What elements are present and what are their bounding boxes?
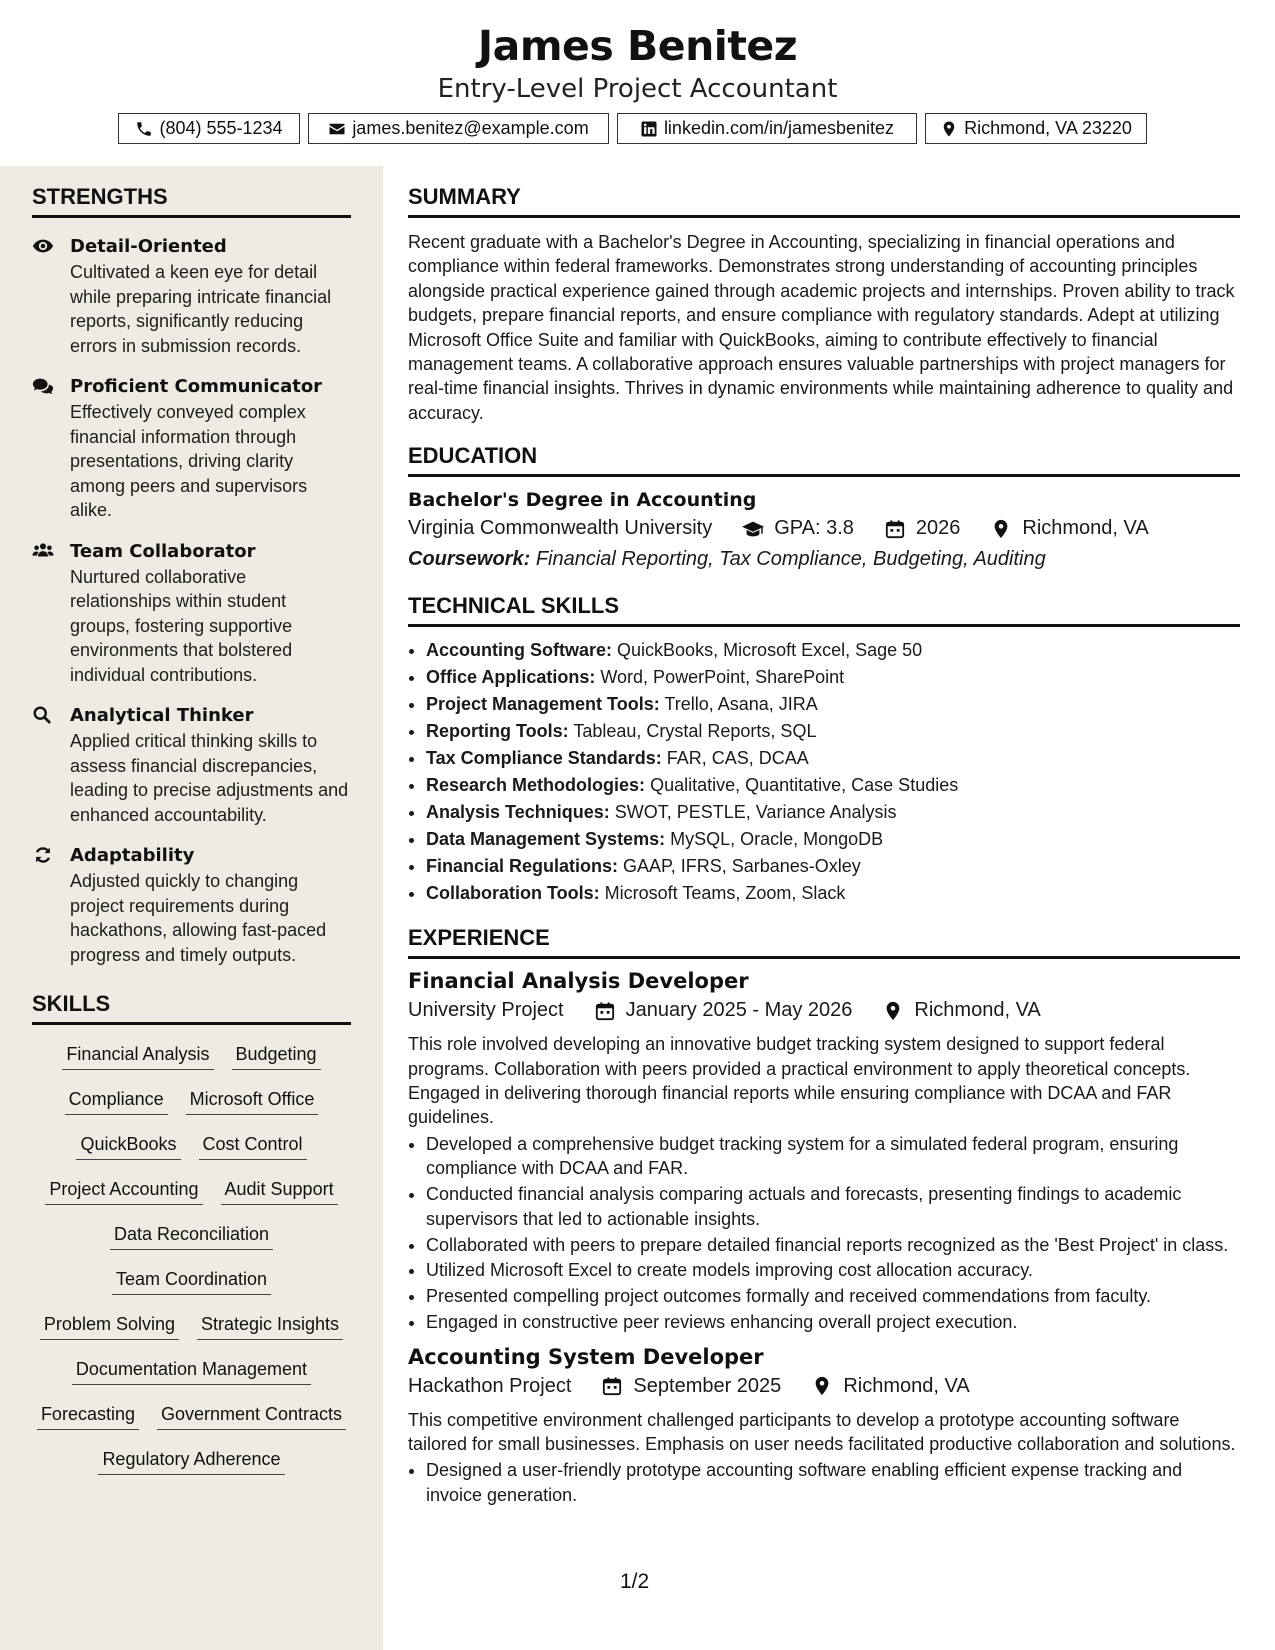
job-bullets xyxy=(408,1458,1240,1507)
list-item: • Office Applications: Word, PowerPoint, SharePoint xyxy=(426,664,1240,691)
calendar-icon xyxy=(884,519,906,539)
contact-bar xyxy=(118,113,1158,145)
list-item: • Presented compelling project outcomes formally and received commendations from faculty. xyxy=(426,1284,1240,1308)
strength-description: Nurtured collaborative relationships within student groups, fostering supportive environments that bolstered individual contributions. xyxy=(70,566,293,685)
strength-item xyxy=(32,234,351,358)
list-item: • Research Methodologies: Qualitative, Quantitative, Case Studies xyxy=(426,772,1240,799)
strength-title: Analytical Thinker xyxy=(70,705,254,726)
list-item: • Utilized Microsoft Excel to create models improving cost allocation accuracy. xyxy=(426,1258,1240,1282)
graduation-cap-icon xyxy=(742,519,764,539)
strength-item xyxy=(32,539,351,688)
strengths-heading: STRENGTHS xyxy=(32,184,351,218)
experience-heading: EXPERIENCE xyxy=(408,925,1240,959)
list-item: • Designed a user-friendly prototype accounting software enabling efficient expense tracking and invoice generation. xyxy=(426,1458,1240,1507)
strength-description: Applied critical thinking skills to assess financial discrepancies, leading to precise adjustments and enhanced accountability. xyxy=(70,731,349,825)
location-text: Richmond, VA 23220 xyxy=(964,118,1132,138)
summary-heading: SUMMARY xyxy=(408,184,1240,218)
job-org: Hackathon Project xyxy=(408,1374,572,1397)
eye-icon xyxy=(32,236,54,256)
page-number: 1/2 xyxy=(620,1570,650,1593)
map-marker-icon xyxy=(940,120,958,138)
skill-tag: QuickBooks xyxy=(76,1133,180,1160)
comments-icon xyxy=(32,376,54,396)
job-title: Entry-Level Project Accountant xyxy=(437,74,838,104)
job-entry xyxy=(408,969,1240,1334)
map-marker-icon xyxy=(990,519,1012,539)
skill-tag: Regulatory Adherence xyxy=(98,1448,284,1475)
users-icon xyxy=(32,541,54,561)
coursework-line xyxy=(408,548,1240,571)
strength-title: Adaptability xyxy=(70,845,195,866)
skill-tag: Documentation Management xyxy=(72,1358,311,1385)
strength-description: Adjusted quickly to changing project requirements during hackathons, allowing fast-paced progress and timely outputs. xyxy=(70,871,327,965)
skill-tag: Budgeting xyxy=(232,1043,321,1070)
list-item: • Accounting Software: QuickBooks, Microsoft Excel, Sage 50 xyxy=(426,637,1240,664)
skill-tag: Data Reconciliation xyxy=(110,1223,273,1250)
map-marker-icon xyxy=(811,1376,833,1396)
list-item: • Collaborated with peers to prepare detailed financial reports recognized as the 'Best Project' in class. xyxy=(426,1233,1240,1257)
main-column xyxy=(408,184,1240,1509)
list-item: • Reporting Tools: Tableau, Crystal Reports, SQL xyxy=(426,718,1240,745)
sidebar xyxy=(0,166,383,1650)
list-item: • Financial Regulations: GAAP, IFRS, Sarbanes-Oxley xyxy=(426,853,1240,880)
technical-skills-section xyxy=(408,593,1240,907)
gpa-value: GPA: 3.8 xyxy=(774,517,854,540)
phone-icon xyxy=(135,120,153,138)
email-contact[interactable] xyxy=(308,113,609,144)
skill-tag: Problem Solving xyxy=(40,1313,179,1340)
calendar-icon xyxy=(594,1001,616,1021)
education-location: Richmond, VA xyxy=(1022,517,1149,540)
skill-tag: Microsoft Office xyxy=(186,1088,319,1115)
skill-tag: Forecasting xyxy=(37,1403,139,1430)
map-marker-icon xyxy=(882,1001,904,1021)
strength-title: Detail-Oriented xyxy=(70,236,227,257)
summary-section xyxy=(408,184,1240,425)
education-section xyxy=(408,443,1240,571)
skill-tag: Project Accounting xyxy=(45,1178,202,1205)
search-icon xyxy=(32,705,54,725)
linkedin-contact[interactable] xyxy=(617,113,917,144)
list-item: • Analysis Techniques: SWOT, PESTLE, Variance Analysis xyxy=(426,799,1240,826)
experience-section xyxy=(408,925,1240,1507)
strength-description: Cultivated a keen eye for detail while preparing intricate financial reports, significantly reducing errors in submission records. xyxy=(70,262,332,356)
envelope-icon xyxy=(328,120,346,138)
job-location: Richmond, VA xyxy=(843,1374,970,1397)
technical-skills-list xyxy=(408,637,1240,907)
strength-item xyxy=(32,843,351,967)
skill-tag: Compliance xyxy=(65,1088,168,1115)
phone-contact[interactable] xyxy=(118,113,300,144)
summary-text: Recent graduate with a Bachelor's Degree in Accounting, specializing in financial operations and compliance within federal frameworks. Demonstrates strong understanding of accounting principles alongside practical experience gained through academic projects and internships. Proven ability to track budgets, prepare financial reports, and ensure compliance with regulatory standards. Adept at utilizing Microsoft Office Suite and familiar with QuickBooks, aiming to contribute effectively to financial management teams. A collaborative approach ensures valuable partnerships with project managers for real-time financial insights. Thrives in dynamic environments while maintaining adherence to quality and accuracy. xyxy=(408,232,1235,423)
candidate-name: James Benitez xyxy=(477,22,798,70)
job-dates: January 2025 - May 2026 xyxy=(625,999,853,1022)
job-meta xyxy=(408,1375,1240,1398)
skill-tag: Team Coordination xyxy=(112,1268,271,1295)
degree-title: Bachelor's Degree in Accounting xyxy=(408,489,757,512)
job-org: University Project xyxy=(408,999,564,1022)
list-item: • Collaboration Tools: Microsoft Teams, Zoom, Slack xyxy=(426,880,1240,907)
job-title: Financial Analysis Developer xyxy=(408,969,749,994)
skills-heading: SKILLS xyxy=(32,991,351,1025)
location-contact[interactable] xyxy=(925,113,1147,144)
strength-description: Effectively conveyed complex financial information through presentations, driving clarity among peers and supervisors alike. xyxy=(70,402,308,520)
strength-item xyxy=(32,374,351,523)
job-description: This competitive environment challenged participants to develop a prototype accounting software tailored for small businesses. Emphasis on user needs facilitated productive collaboration and solutions. xyxy=(408,1409,1236,1455)
list-item: • Data Management Systems: MySQL, Oracle, MongoDB xyxy=(426,826,1240,853)
list-item: • Developed a comprehensive budget tracking system for a simulated federal program, ensuring compliance with DCAA and FAR. xyxy=(426,1132,1240,1181)
technical-skills-heading: TECHNICAL SKILLS xyxy=(408,593,1240,627)
strength-title: Proficient Communicator xyxy=(70,376,323,397)
skill-tag: Audit Support xyxy=(221,1178,338,1205)
refresh-icon xyxy=(32,845,54,865)
job-entry xyxy=(408,1345,1240,1508)
school-name: Virginia Commonwealth University xyxy=(408,517,713,540)
graduation-year: 2026 xyxy=(915,517,961,540)
coursework-list: Financial Reporting, Tax Compliance, Budgeting, Auditing xyxy=(535,548,1046,571)
resume-header xyxy=(0,0,1275,160)
job-bullets xyxy=(408,1132,1240,1335)
job-dates: September 2025 xyxy=(633,1374,782,1397)
skill-tag: Strategic Insights xyxy=(197,1313,343,1340)
list-item: • Project Management Tools: Trello, Asana, JIRA xyxy=(426,691,1240,718)
job-meta xyxy=(408,999,1240,1022)
skill-tag: Cost Control xyxy=(199,1133,307,1160)
skill-tag: Financial Analysis xyxy=(62,1043,213,1070)
phone-text: (804) 555-1234 xyxy=(159,118,283,138)
calendar-icon xyxy=(601,1376,623,1396)
list-item: • Tax Compliance Standards: FAR, CAS, DCAA xyxy=(426,745,1240,772)
job-title: Accounting System Developer xyxy=(408,1344,764,1369)
skills-list xyxy=(32,1037,351,1487)
coursework-label: Coursework: xyxy=(408,548,531,571)
education-heading: EDUCATION xyxy=(408,443,1240,477)
list-item: • Conducted financial analysis comparing actuals and forecasts, presenting findings to academic supervisors that led to actionable insights. xyxy=(426,1182,1240,1231)
linkedin-icon xyxy=(640,120,658,138)
email-text: james.benitez@example.com xyxy=(352,118,589,138)
job-description: This role involved developing an innovative budget tracking system designed to support federal programs. Collaboration with peers provided a practical environment to apply theoretical concepts. Engaged in delivering thorough financial reports while ensuring compliance with DCAA and FAR guidelines. xyxy=(408,1034,1191,1128)
strength-item xyxy=(32,703,351,827)
education-meta xyxy=(408,517,1240,540)
job-location: Richmond, VA xyxy=(914,999,1041,1022)
skill-tag: Government Contracts xyxy=(157,1403,346,1430)
strength-title: Team Collaborator xyxy=(70,540,256,562)
strengths-section xyxy=(32,184,351,1487)
list-item: • Engaged in constructive peer reviews enhancing overall project execution. xyxy=(426,1310,1240,1334)
linkedin-text: linkedin.com/in/jamesbenitez xyxy=(663,118,895,138)
